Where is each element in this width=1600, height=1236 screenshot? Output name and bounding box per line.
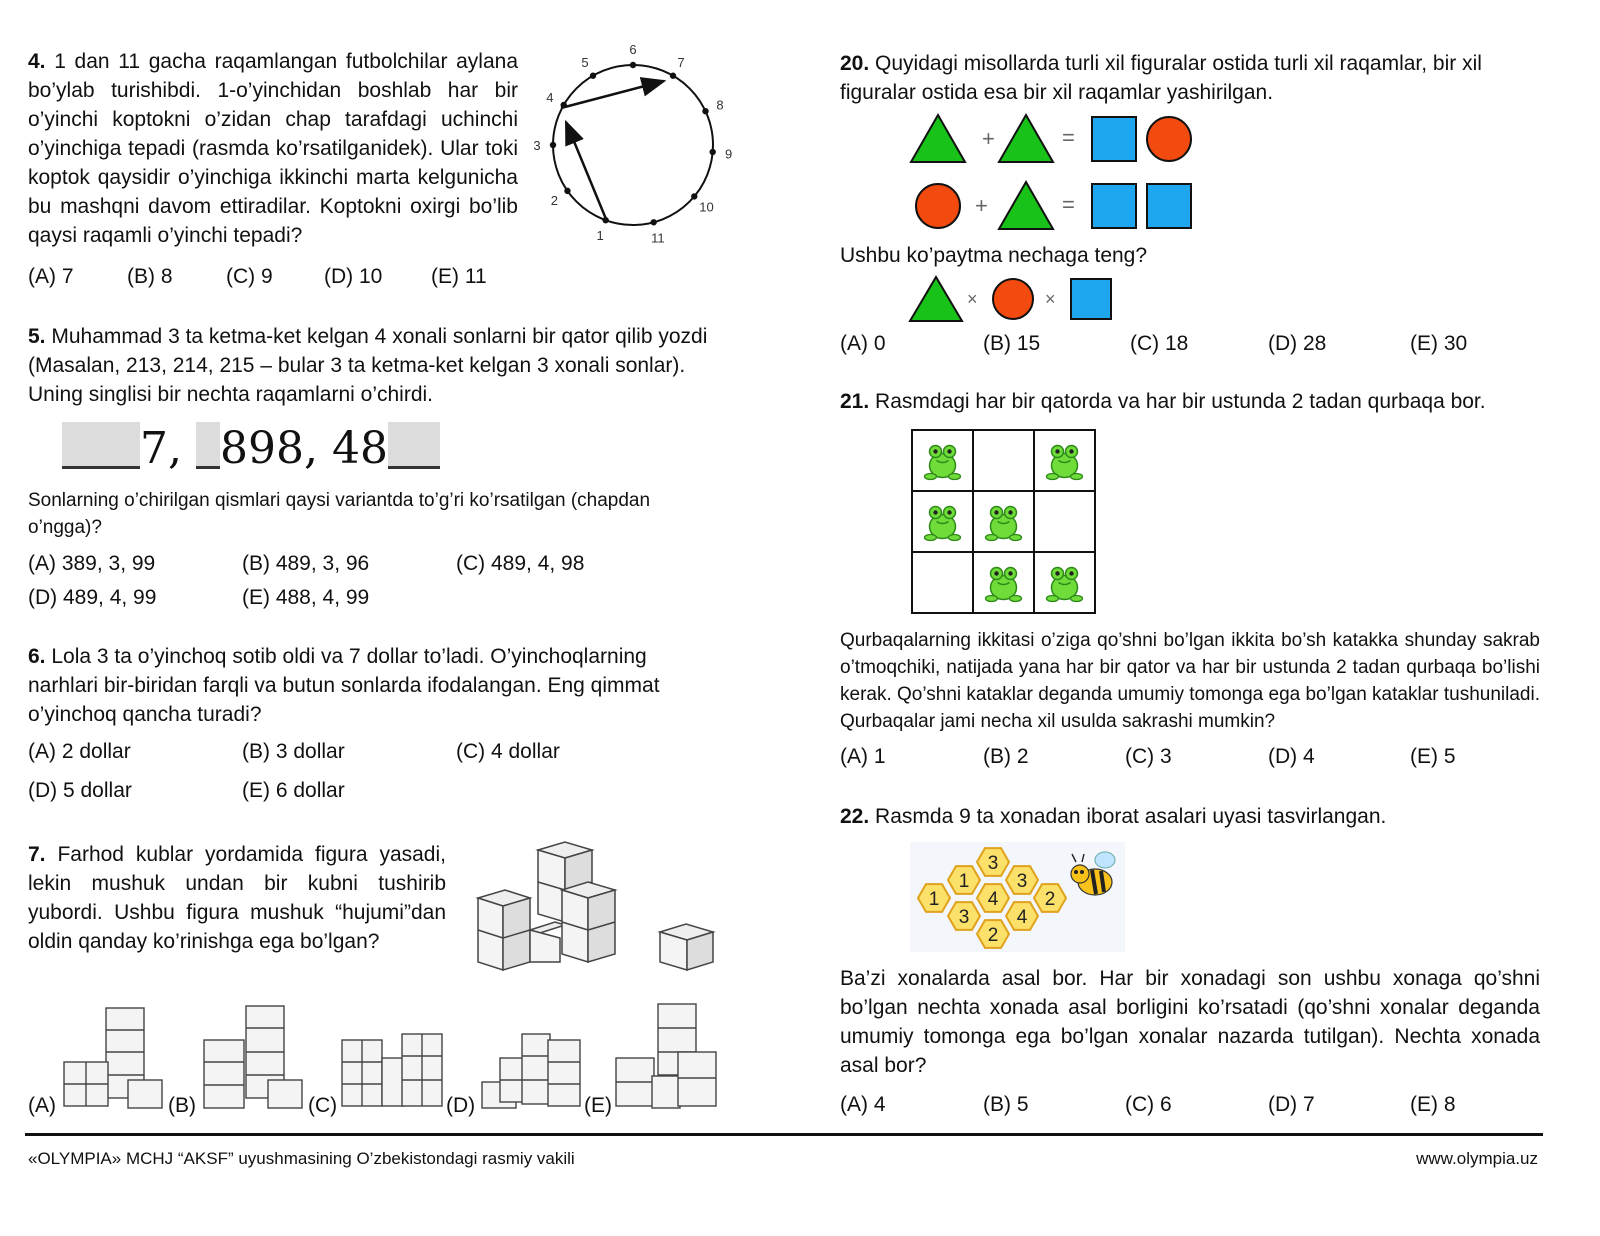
square-icon [1147, 184, 1191, 228]
q20-equations [905, 110, 1205, 240]
q6-option-b[interactable]: (B) 3 dollar [242, 740, 345, 763]
hex-cell-number: 3 [987, 853, 999, 874]
player-point [651, 219, 657, 225]
q7-text: Farhod kublar yordamida figura yasadi, lekin mushuk undan bir kubni tushirib yubordi. Ushbu figura mushuk “hujumi”dan oldin qanday ko’rinishga ega bo’lgan? [28, 843, 446, 953]
player-label: 1 [596, 228, 604, 244]
q7-number: 7. [28, 843, 46, 866]
player-point [550, 142, 556, 148]
q4-option-e[interactable]: (E) 11 [431, 265, 487, 288]
player-point [670, 73, 676, 79]
pass-arrow-4-to-7 [561, 81, 664, 108]
triangle-icon [999, 182, 1053, 229]
q20-option-a[interactable]: (A) 0 [840, 332, 886, 355]
q6-text-block [28, 642, 708, 729]
q4-option-c[interactable]: (C) 9 [226, 265, 273, 288]
player-point [590, 73, 596, 79]
erased-block-2 [196, 422, 220, 469]
hex-cell-number: 4 [1016, 907, 1028, 928]
q5-erased-numbers [62, 422, 440, 472]
q21-text2: Qurbaqalarning ikkitasi o’ziga qo’shni bo’lgan ikkita bo’sh katakka shunday sakrab o’tmoqchiki, natijada yana har bir qator va har bir ustunda 2 tadan qurbaqa bo’lishi kerak. Qo’shni kataklar deganda umumiy tomonga ega bo’lgan kataklar tushuniladi. Qurbaqalar jami necha xil usulda sakrashi mumkin? [840, 630, 1540, 732]
times-sign: × [1045, 289, 1056, 309]
q7-option-b-figure[interactable] [198, 1000, 306, 1112]
player-label: 4 [546, 90, 554, 105]
q22-text-block [840, 802, 1540, 831]
player-label: 5 [581, 54, 589, 70]
q21-frog-grid [910, 428, 1098, 616]
q6-option-e[interactable]: (E) 6 dollar [242, 779, 345, 802]
pass-arrow-1-to-4 [566, 122, 606, 219]
q7-option-c-figure[interactable] [338, 1000, 446, 1112]
q21-option-d[interactable]: (D) 4 [1268, 745, 1315, 768]
square-icon [1092, 184, 1136, 228]
q7-option-e-label[interactable]: (E) [584, 1094, 612, 1117]
hex-cell-number: 4 [987, 889, 999, 910]
q7-option-c-label[interactable]: (C) [308, 1094, 338, 1117]
q20-option-d[interactable]: (D) 28 [1268, 332, 1327, 355]
equals-sign: = [1062, 125, 1075, 150]
player-label: 9 [725, 146, 733, 162]
triangle-icon [911, 115, 965, 162]
circle-icon [916, 184, 960, 228]
q22-number: 22. [840, 805, 870, 828]
erased-block-3 [388, 422, 440, 469]
player-point [564, 188, 570, 194]
player-point [709, 149, 715, 155]
hex-cell-number: 1 [928, 889, 940, 910]
grid-cell[interactable] [1034, 491, 1095, 552]
player-point [691, 193, 697, 199]
q22-option-c[interactable]: (C) 6 [1125, 1093, 1172, 1116]
q7-option-e-figure[interactable] [612, 1000, 720, 1112]
hex-cell-number: 2 [1044, 889, 1056, 910]
hex-cell-number: 1 [958, 871, 970, 892]
q5-number: 5. [28, 325, 46, 348]
q4-circle-diagram [530, 40, 740, 250]
q20-question: Ushbu ko’paytma nechaga teng? [840, 244, 1148, 267]
q22-option-e[interactable]: (E) 8 [1410, 1093, 1456, 1116]
q22-option-d[interactable]: (D) 7 [1268, 1093, 1315, 1116]
q7-option-a-figure[interactable] [58, 1000, 166, 1112]
q21-text-block [840, 387, 1540, 416]
triangle-icon [999, 115, 1053, 162]
times-sign: × [967, 289, 978, 309]
player-label: 8 [716, 97, 724, 113]
q5-text-block [28, 322, 708, 409]
q21-option-e[interactable]: (E) 5 [1410, 745, 1456, 768]
q7-option-b-label[interactable]: (B) [168, 1094, 196, 1117]
player-point [702, 108, 708, 114]
q7-main-figure [470, 835, 730, 980]
footer-divider [25, 1133, 1543, 1136]
erased-block-1 [62, 422, 140, 469]
q20-option-c[interactable]: (C) 18 [1130, 332, 1189, 355]
q22-text: Rasmda 9 ta xonadan iborat asalari uyasi tasvirlangan. [875, 805, 1387, 828]
player-label: 10 [699, 199, 714, 215]
q5-option-c[interactable]: (C) 489, 4, 98 [456, 552, 585, 575]
q6-option-d[interactable]: (D) 5 dollar [28, 779, 132, 802]
q6-option-a[interactable]: (A) 2 dollar [28, 740, 131, 763]
q22-honeycomb [910, 842, 1125, 952]
player-label: 2 [550, 193, 558, 209]
q4-text-block [28, 47, 518, 250]
plus-sign: + [975, 193, 988, 218]
q21-text: Rasmdagi har bir qatorda va har bir ustunda 2 tadan qurbaqa bor. [875, 390, 1486, 413]
number1-tail: 7, [140, 423, 182, 474]
q4-number: 4. [28, 50, 46, 73]
footer-website[interactable]: www.olympia.uz [1416, 1149, 1538, 1168]
q21-option-b[interactable]: (B) 2 [983, 745, 1029, 768]
q4-option-a[interactable]: (A) 7 [28, 265, 74, 288]
square-icon [1071, 279, 1111, 319]
equals-sign: = [1062, 192, 1075, 217]
q5-question: Sonlarning o’chirilgan qismlari qaysi variantda to’g’ri ko’rsatilgan (chapdan o’ngga)? [28, 490, 651, 538]
q20-option-e[interactable]: (E) 30 [1410, 332, 1468, 355]
player-label: 3 [533, 138, 541, 153]
grid-cell[interactable] [973, 430, 1034, 491]
q20-text-block [840, 49, 1540, 107]
hex-cell-number: 3 [1016, 871, 1028, 892]
q4-option-b[interactable]: (B) 8 [127, 265, 173, 288]
q22-text2: Ba’zi xonalarda asal bor. Har bir xonadagi son ushbu xonaga qo’shni bo’lgan nechta xonada asal borligini ko’rsatadi (qo’shni xonalar deganda umumiy tomonga ega bo’lgan xonalar nazarda tutilgan). Nechta xonada asal bor? [840, 967, 1540, 1077]
player-label: 11 [651, 230, 665, 246]
q20-product [905, 273, 1125, 325]
q20-text: Quyidagi misollarda turli xil figuralar ostida turli xil raqamlar, bir xil figuralar ostida esa bir xil raqamlar yashirilgan. [840, 52, 1482, 104]
player-label: 6 [629, 42, 637, 57]
hex-cell-number: 3 [958, 907, 970, 928]
q7-option-d-figure[interactable] [478, 1000, 586, 1112]
q4-option-d[interactable]: (D) 10 [324, 265, 383, 288]
q5-option-a[interactable]: (A) 389, 3, 99 [28, 552, 156, 575]
q5-option-b[interactable]: (B) 489, 3, 96 [242, 552, 370, 575]
circle-icon [1147, 117, 1191, 161]
grid-cell[interactable] [912, 552, 973, 613]
triangle-icon [910, 277, 962, 321]
q5-text: Muhammad 3 ta ketma-ket kelgan 4 xonali sonlarni bir qator qilib yozdi (Masalan, 213, 214, 215 – bular 3 ta ketma-ket kelgan 3 xonali sonlar). Uning singlisi bir nechta raqamlarni o’chirdi. [28, 325, 708, 406]
number3-head: 48 [331, 423, 388, 474]
q6-option-c[interactable]: (C) 4 dollar [456, 740, 560, 763]
q6-number: 6. [28, 645, 46, 668]
q20-option-b[interactable]: (B) 15 [983, 332, 1041, 355]
q7-text-block [28, 840, 446, 956]
q5-option-e[interactable]: (E) 488, 4, 99 [242, 586, 370, 609]
q22-option-b[interactable]: (B) 5 [983, 1093, 1029, 1116]
q22-option-a[interactable]: (A) 4 [840, 1093, 886, 1116]
player-point [630, 62, 636, 68]
hex-cell-number: 2 [987, 925, 999, 946]
plus-sign: + [982, 126, 995, 151]
q7-option-a-label[interactable]: (A) [28, 1094, 56, 1117]
circle-icon [993, 279, 1033, 319]
q21-option-c[interactable]: (C) 3 [1125, 745, 1172, 768]
square-icon [1092, 117, 1136, 161]
footer-left-text: «OLYMPIA» MCHJ “AKSF” uyushmasining O’zbekistondagi rasmiy vakili [28, 1149, 575, 1168]
q20-number: 20. [840, 52, 870, 75]
q21-number: 21. [840, 390, 870, 413]
player-label: 7 [677, 54, 685, 70]
number2-tail: 898, [219, 423, 318, 474]
q6-text: Lola 3 ta o’yinchoq sotib oldi va 7 dollar to’ladi. O’yinchoqlarning narhlari bir-biridan farqli va butun sonlarda ifodalangan. Eng qimmat o’yinchoq qancha turadi? [28, 645, 660, 726]
q21-option-a[interactable]: (A) 1 [840, 745, 886, 768]
q7-option-d-label[interactable]: (D) [446, 1094, 476, 1117]
q5-option-d[interactable]: (D) 489, 4, 99 [28, 586, 157, 609]
q4-text: 1 dan 11 gacha raqamlangan futbolchilar aylana bo’ylab turishibdi. 1-o’yinchidan boshlab har bir o’yinchi koptokni o’zidan chap tarafdagi uchinchi o’yinchiga tepadi (rasmda ko’rsatilganidek). Ular toki koptok qaysidir o’yinchiga ikkinchi marta kelgunicha bu mashqni davom ettiradilar. Koptokni oxirgi bo’lib qaysi raqamli o’yinchi tepadi? [28, 50, 519, 247]
